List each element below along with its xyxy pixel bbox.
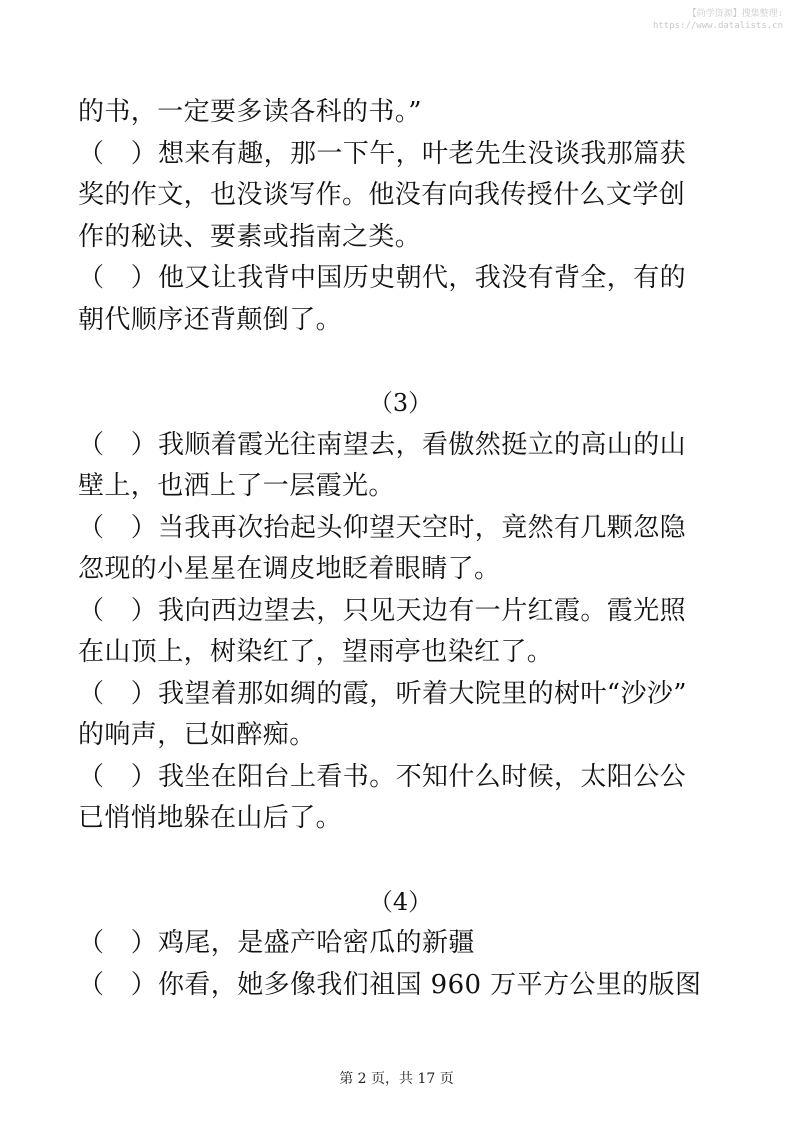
section-heading-4: （4）	[368, 887, 433, 916]
ordering-item	[78, 674, 723, 757]
item-text: 朝代顺序还背颠倒了。	[78, 304, 343, 335]
ordering-item	[78, 425, 723, 508]
answer-paren[interactable]: （ ）	[78, 263, 158, 293]
answer-paren[interactable]: （ ）	[78, 969, 158, 1000]
text-line: 的书，一定要多读各科的书。”	[78, 97, 422, 127]
item-text: 我望着那如绸的霞，听着大院里的树叶“沙沙”	[158, 678, 687, 709]
ordering-item	[78, 134, 723, 259]
ordering-item	[78, 508, 723, 591]
item-text: 他又让我背中国历史朝代，我没有背全，有的	[158, 263, 687, 293]
item-text: 我向西边望去，只见天边有一片红霞。霞光照	[158, 595, 687, 626]
answer-paren[interactable]: （ ）	[78, 928, 158, 958]
watermark-line-1: 【尚学资源】搜集整理:	[687, 9, 783, 19]
item-text: 的响声，已如醉痴。	[78, 720, 316, 750]
item-text: 想来有趣，那一下午，叶老先生没谈我那篇获	[158, 138, 687, 169]
item-text: 奖的作文，也没谈写作。他没有向我传授什么文学创	[78, 180, 686, 210]
item-text: 壁上，也洒上了一层霞光。	[78, 471, 395, 501]
item-text: 你看，她多像我们祖国 960 万平方公里的版图	[158, 969, 702, 1000]
item-text: 鸡尾，是盛产哈密瓜的新疆	[158, 928, 475, 958]
watermark	[653, 8, 783, 32]
item-text: 我坐在阳台上看书。不知什么时候，太阳公公	[158, 761, 687, 792]
ordering-item	[78, 258, 723, 341]
item-text: 当我再次抬起头仰望天空时，竟然有几颗忽隐	[158, 512, 687, 543]
watermark-line-2: https://www.datalists.cn	[652, 21, 783, 31]
answer-paren[interactable]: （ ）	[78, 595, 158, 626]
ordering-item	[78, 591, 723, 674]
answer-paren[interactable]: （ ）	[78, 138, 158, 169]
item-text: 忽现的小星星在调皮地眨着眼睛了。	[78, 554, 501, 584]
page-number-footer: 第 2 页，共 17 页	[339, 1071, 454, 1087]
answer-paren[interactable]: （ ）	[78, 512, 158, 543]
item-text: 在山顶上，树染红了，望雨亭也染红了。	[78, 637, 554, 667]
item-text: 我顺着霞光往南望去，看傲然挺立的高山的山	[158, 429, 687, 460]
answer-paren[interactable]: （ ）	[78, 429, 158, 460]
section-heading-3: （3）	[368, 389, 433, 417]
item-text: 作的秘诀、要素或指南之类。	[78, 221, 422, 252]
answer-paren[interactable]: （ ）	[78, 761, 158, 792]
item-text: 已悄悄地躲在山后了。	[78, 803, 343, 833]
ordering-item	[78, 757, 723, 840]
answer-paren[interactable]: （ ）	[78, 678, 158, 709]
document-body	[78, 92, 723, 1006]
ordering-item	[78, 965, 723, 1007]
ordering-item	[78, 923, 723, 965]
